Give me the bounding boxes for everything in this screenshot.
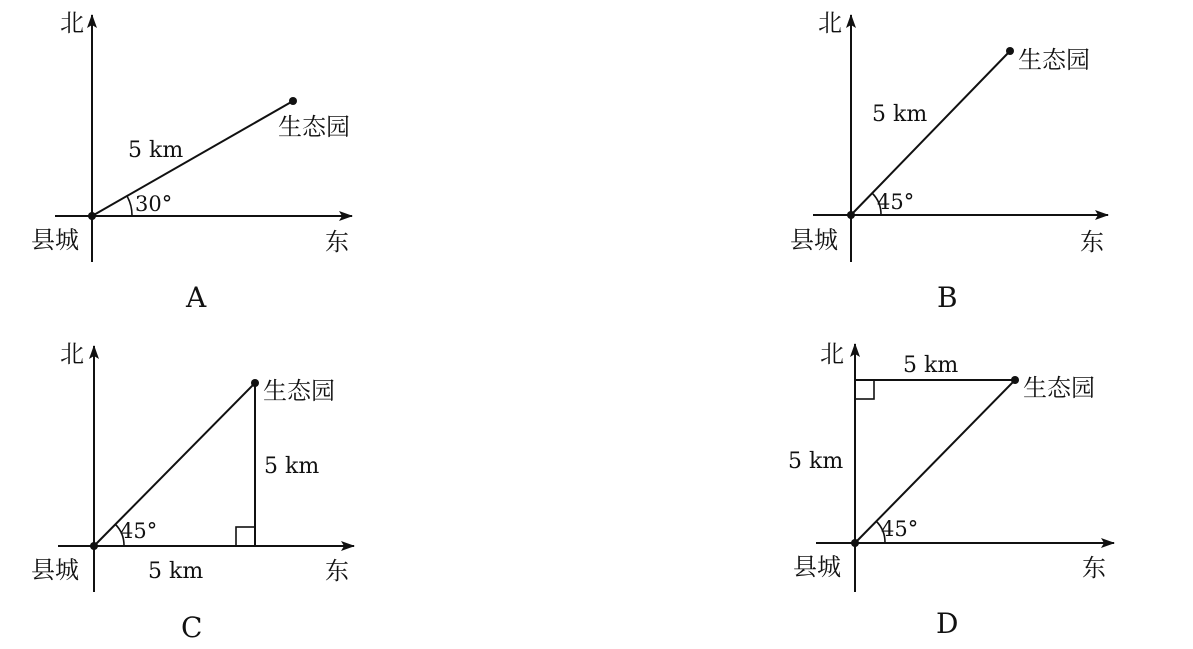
caption-b: B <box>937 281 958 314</box>
distance-label-a: 5 km <box>128 138 184 163</box>
destination-label-b: 生态园 <box>1018 46 1090 74</box>
route-line-d <box>855 380 1015 543</box>
angle-label-a: 30° <box>135 192 173 216</box>
origin-dot-d <box>851 539 859 547</box>
right-angle-mark-d <box>855 380 874 399</box>
north-label-c: 北 <box>60 340 84 368</box>
angle-label-b: 45° <box>877 190 915 214</box>
panel-d <box>788 340 1114 640</box>
destination-dot-d <box>1011 376 1019 384</box>
top-distance-label-d: 5 km <box>903 353 959 378</box>
panel-a <box>31 9 352 314</box>
destination-dot-b <box>1006 47 1014 55</box>
origin-label-a: 县城 <box>31 226 79 254</box>
east-label-d: 东 <box>1082 554 1106 582</box>
east-label-a: 东 <box>325 228 349 256</box>
route-line-c <box>94 383 255 546</box>
caption-c: C <box>181 611 203 644</box>
origin-label-d: 县城 <box>793 553 841 581</box>
origin-dot-a <box>88 212 96 220</box>
route-line-b <box>851 51 1010 215</box>
route-line-a <box>92 101 293 216</box>
destination-label-d: 生态园 <box>1023 374 1095 402</box>
caption-d: D <box>936 607 959 640</box>
panel-b <box>790 9 1108 314</box>
origin-dot-c <box>90 542 98 550</box>
vertical-distance-label-c: 5 km <box>264 454 320 479</box>
angle-arc-a <box>127 196 132 216</box>
east-label-c: 东 <box>325 557 349 585</box>
destination-dot-c <box>251 379 259 387</box>
north-label-d: 北 <box>820 340 844 368</box>
horizontal-distance-label-c: 5 km <box>148 559 204 584</box>
east-label-b: 东 <box>1080 228 1104 256</box>
angle-label-c: 45° <box>120 519 158 543</box>
right-angle-mark-c <box>236 527 255 546</box>
north-label-b: 北 <box>818 9 842 37</box>
destination-label-c: 生态园 <box>263 377 335 405</box>
distance-label-b: 5 km <box>872 102 928 127</box>
left-distance-label-d: 5 km <box>788 449 844 474</box>
origin-label-b: 县城 <box>790 226 838 254</box>
panel-c <box>31 340 354 644</box>
angle-label-d: 45° <box>881 517 919 541</box>
origin-label-c: 县城 <box>31 556 79 584</box>
origin-dot-b <box>847 211 855 219</box>
north-label-a: 北 <box>60 9 84 37</box>
destination-dot-a <box>289 97 297 105</box>
destination-label-a: 生态园 <box>278 113 350 141</box>
caption-a: A <box>186 281 207 314</box>
